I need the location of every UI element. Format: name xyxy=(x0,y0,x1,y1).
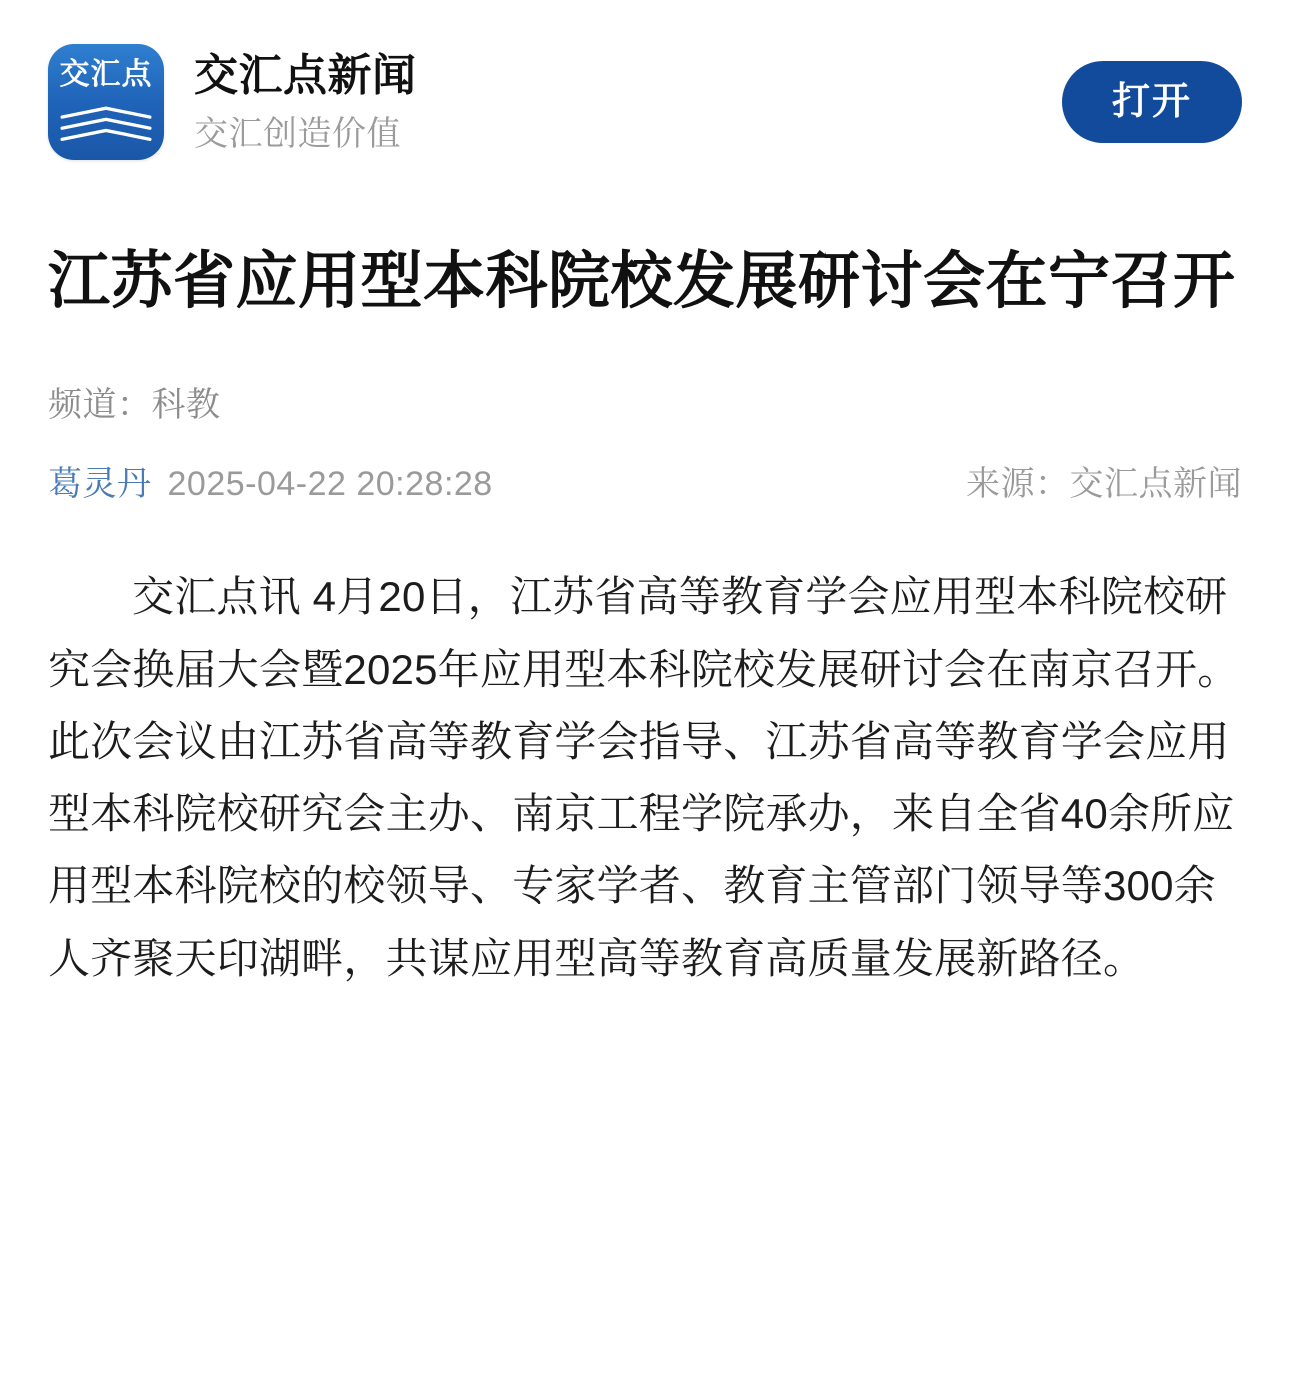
article xyxy=(0,242,1290,1063)
app-logo-text: 交汇点 xyxy=(59,58,153,91)
logo-waves-icon xyxy=(60,106,152,146)
open-app-button[interactable]: 打开 xyxy=(1062,61,1242,143)
article-byline xyxy=(48,456,1242,505)
article-paragraph: 交汇点讯 4月20日，江苏省高等教育学会应用型本科院校研究会换届大会暨2025年应用型本科院校发展研讨会在南京召开。此次会议由江苏省高等教育学会指导、江苏省高等教育学会应用型本科院校研究会主办、南京工程学院承办，来自全省40余所应用型本科院校的校领导、专家学者、教育主管部门领导等300余人齐聚天印湖畔，共谋应用型高等教育高质量发展新路径。 xyxy=(48,573,1240,982)
app-slogan: 交汇创造价值 xyxy=(194,115,401,154)
page-title: 江苏省应用型本科院校发展研讨会在宁召开 xyxy=(48,247,1236,316)
article-publish-time: 2025-04-22 20:28:28 xyxy=(167,465,493,504)
app-meta xyxy=(194,48,1062,156)
article-body xyxy=(48,561,1242,1062)
article-source: 来源：交汇点新闻 xyxy=(966,465,1242,504)
app-name: 交汇点新闻 xyxy=(194,51,417,101)
article-channel: 频道：科教 xyxy=(48,386,221,425)
byline-left xyxy=(48,456,493,505)
app-promo-bar xyxy=(0,0,1290,196)
app-logo-icon xyxy=(48,44,164,160)
article-author[interactable]: 葛灵丹 xyxy=(48,465,152,504)
